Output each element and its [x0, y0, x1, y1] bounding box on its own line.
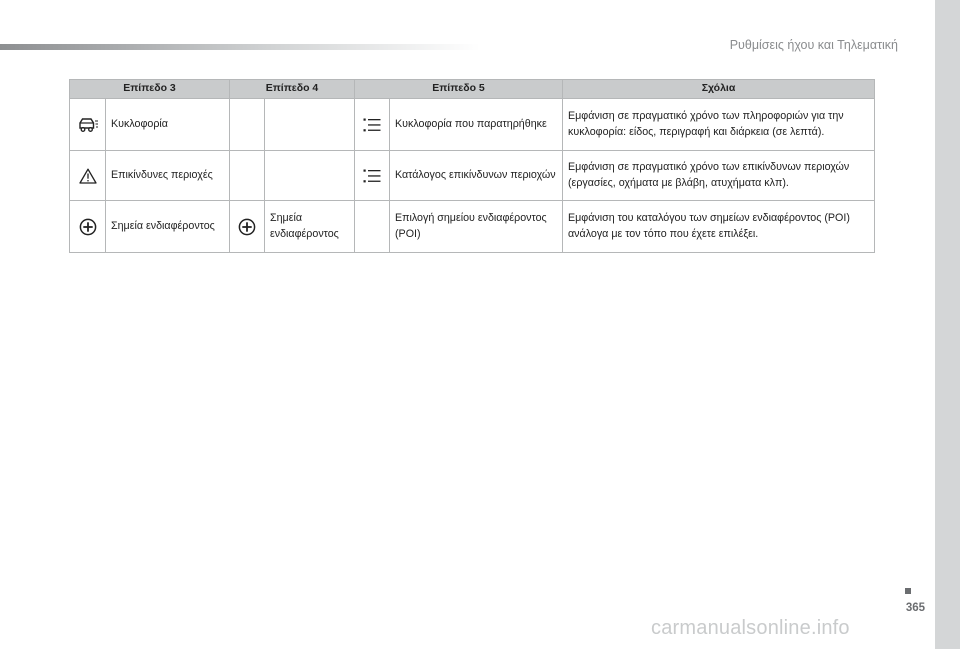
header-comments: Σχόλια	[563, 80, 875, 99]
settings-table	[69, 79, 875, 253]
section-title: Ρυθμίσεις ήχου και Τηλεματική	[729, 38, 898, 52]
level5-icon-cell	[355, 99, 390, 151]
table-row	[70, 201, 875, 253]
level5-label: Κυκλοφορία που παρατηρήθηκε	[390, 99, 563, 151]
warning-icon	[79, 168, 97, 184]
list-icon	[363, 168, 381, 184]
level4-icon-cell	[230, 201, 265, 253]
header-level-4: Επίπεδο 4	[230, 80, 355, 99]
level5-label: Κατάλογος επικίνδυνων περιοχών	[390, 151, 563, 201]
comment-text: Εμφάνιση σε πραγματικό χρόνο των επικίνδυνων περιοχών (εργασίες, οχήματα με βλάβη, ατυχήματα κλπ).	[563, 151, 875, 201]
level3-label: Κυκλοφορία	[106, 99, 230, 151]
level3-icon-cell	[70, 201, 106, 253]
watermark: carmanualsonline.info	[651, 617, 850, 639]
side-margin-strip	[935, 0, 960, 649]
page-number: 365	[905, 602, 925, 614]
level5-label: Επιλογή σημείου ενδιαφέροντος (POI)	[390, 201, 563, 253]
table-row	[70, 151, 875, 201]
comment-text: Εμφάνιση του καταλόγου των σημείων ενδιαφέροντος (POI) ανάλογα με τον τόπο που έχετε επιλέξει.	[563, 201, 875, 253]
car-traffic-icon	[77, 117, 99, 133]
level5-icon-cell	[355, 201, 390, 253]
header-level-3: Επίπεδο 3	[70, 80, 230, 99]
table-header-row	[70, 80, 875, 99]
comment-text: Εμφάνιση σε πραγματικό χρόνο των πληροφοριών για την κυκλοφορία: είδος, περιγραφή και διάρκεια (σε λεπτά).	[563, 99, 875, 151]
level4-icon-cell	[230, 151, 265, 201]
level4-icon-cell	[230, 99, 265, 151]
level3-label: Επικίνδυνες περιοχές	[106, 151, 230, 201]
poi-plus-icon	[79, 218, 97, 236]
header-level-5: Επίπεδο 5	[355, 80, 563, 99]
level3-label: Σημεία ενδιαφέροντος	[106, 201, 230, 253]
level4-label	[265, 151, 355, 201]
level3-icon-cell	[70, 99, 106, 151]
header-gradient-bar	[0, 44, 480, 50]
level4-label	[265, 99, 355, 151]
level5-icon-cell	[355, 151, 390, 201]
poi-plus-icon	[238, 218, 256, 236]
table-row	[70, 99, 875, 151]
level4-label: Σημεία ενδιαφέροντος	[265, 201, 355, 253]
list-icon	[363, 117, 381, 133]
level3-icon-cell	[70, 151, 106, 201]
page-marker	[905, 588, 911, 594]
